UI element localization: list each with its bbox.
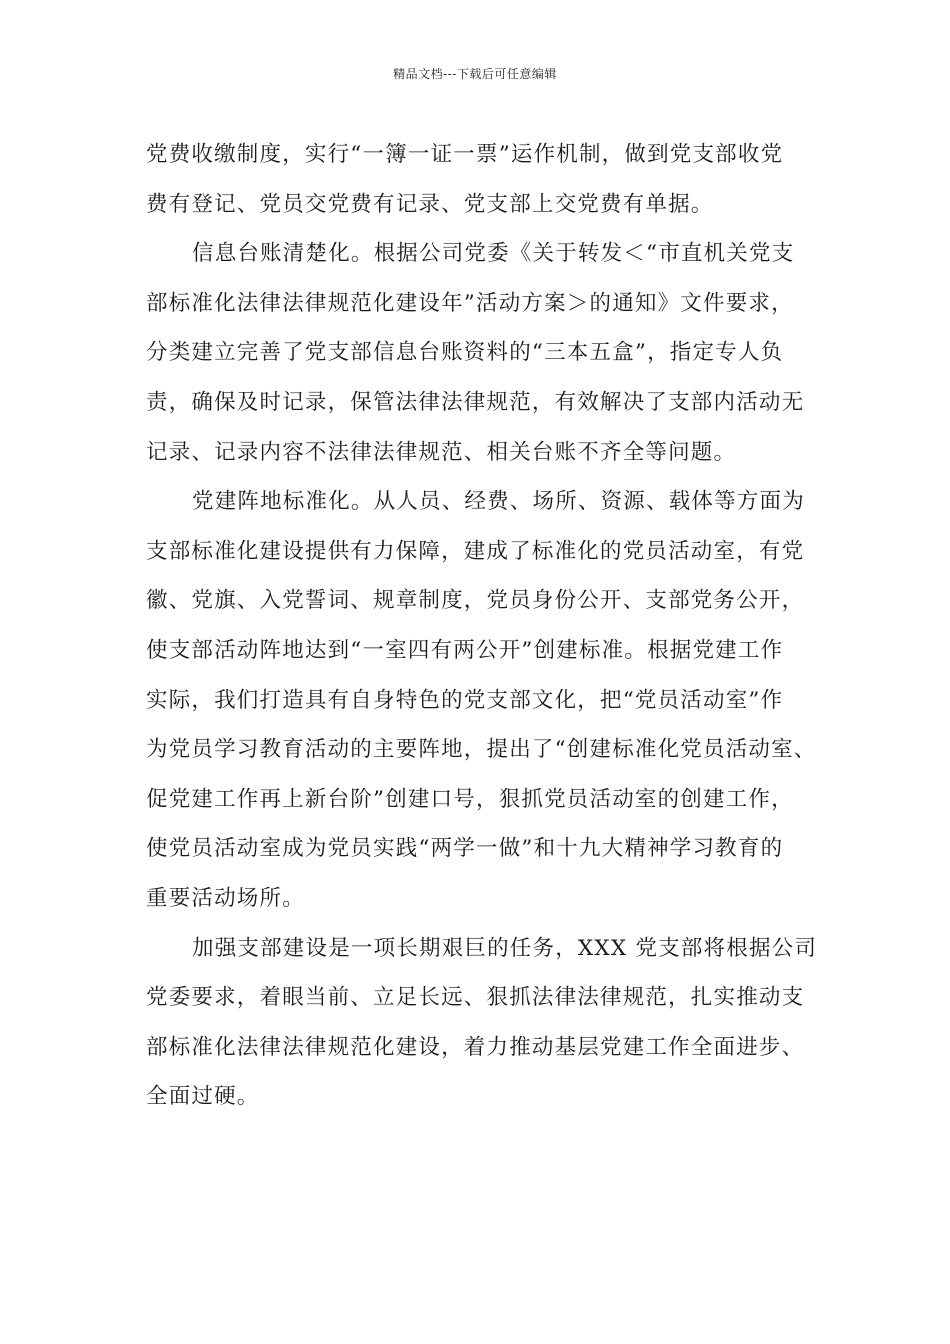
paragraph bbox=[146, 130, 826, 229]
text-line: 分类建立完善了党支部信息台账资料的“三本五盒”，指定专人负 bbox=[146, 340, 784, 366]
paragraph bbox=[146, 924, 826, 1122]
text-line: 部标准化法律法律规范化建设年”活动方案＞的通知》文件要求， bbox=[146, 290, 794, 316]
paragraph bbox=[146, 477, 826, 923]
text-line: 使党员活动室成为党员实践“两学一做”和十九大精神学习教育的 bbox=[146, 836, 784, 862]
text-line: 为党员学习教育活动的主要阵地，提出了“创建标准化党员活动室、 bbox=[146, 737, 817, 763]
text-line: 信息台账清楚化。根据公司党委《关于转发＜“市直机关党支 bbox=[192, 241, 795, 267]
text-line: 实际，我们打造具有自身特色的党支部文化，把“党员活动室”作 bbox=[146, 687, 784, 713]
page-header: 精品文档---下载后可任意编辑 bbox=[393, 67, 557, 81]
paragraph bbox=[146, 229, 826, 477]
text-line: 党建阵地标准化。从人员、经费、场所、资源、载体等方面为 bbox=[192, 489, 805, 515]
text-line: 徽、党旗、入党誓词、规章制度，党员身份公开、支部党务公开， bbox=[146, 588, 805, 614]
text-line: 重要活动场所。 bbox=[146, 885, 305, 911]
text-line: 费有登记、党员交党费有记录、党支部上交党费有单据。 bbox=[146, 191, 714, 217]
text-line: 促党建工作再上新台阶”创建口号，狠抓党员活动室的创建工作， bbox=[146, 786, 794, 812]
text-line: 支部标准化建设提供有力保障，建成了标准化的党员活动室，有党 bbox=[146, 538, 805, 564]
text-line: 加强支部建设是一项长期艰巨的任务，XXX 党支部将根据公司 bbox=[192, 935, 818, 961]
document-body bbox=[146, 130, 826, 1122]
text-line: 记录、记录内容不法律法律规范、相关台账不齐全等问题。 bbox=[146, 439, 737, 465]
text-line: 党委要求，着眼当前、立足长远、狠抓法律法律规范，扎实推动支 bbox=[146, 985, 805, 1011]
text-line: 党费收缴制度，实行“一簿一证一票”运作机制，做到党支部收党 bbox=[146, 142, 784, 167]
text-line: 责，确保及时记录，保管法律法律规范，有效解决了支部内活动无 bbox=[146, 389, 805, 415]
text-line: 部标准化法律法律规范化建设，着力推动基层党建工作全面进步、 bbox=[146, 1034, 805, 1060]
text-line: 使支部活动阵地达到“一室四有两公开”创建标准。根据党建工作 bbox=[146, 637, 784, 663]
text-line: 全面过硬。 bbox=[146, 1084, 260, 1110]
